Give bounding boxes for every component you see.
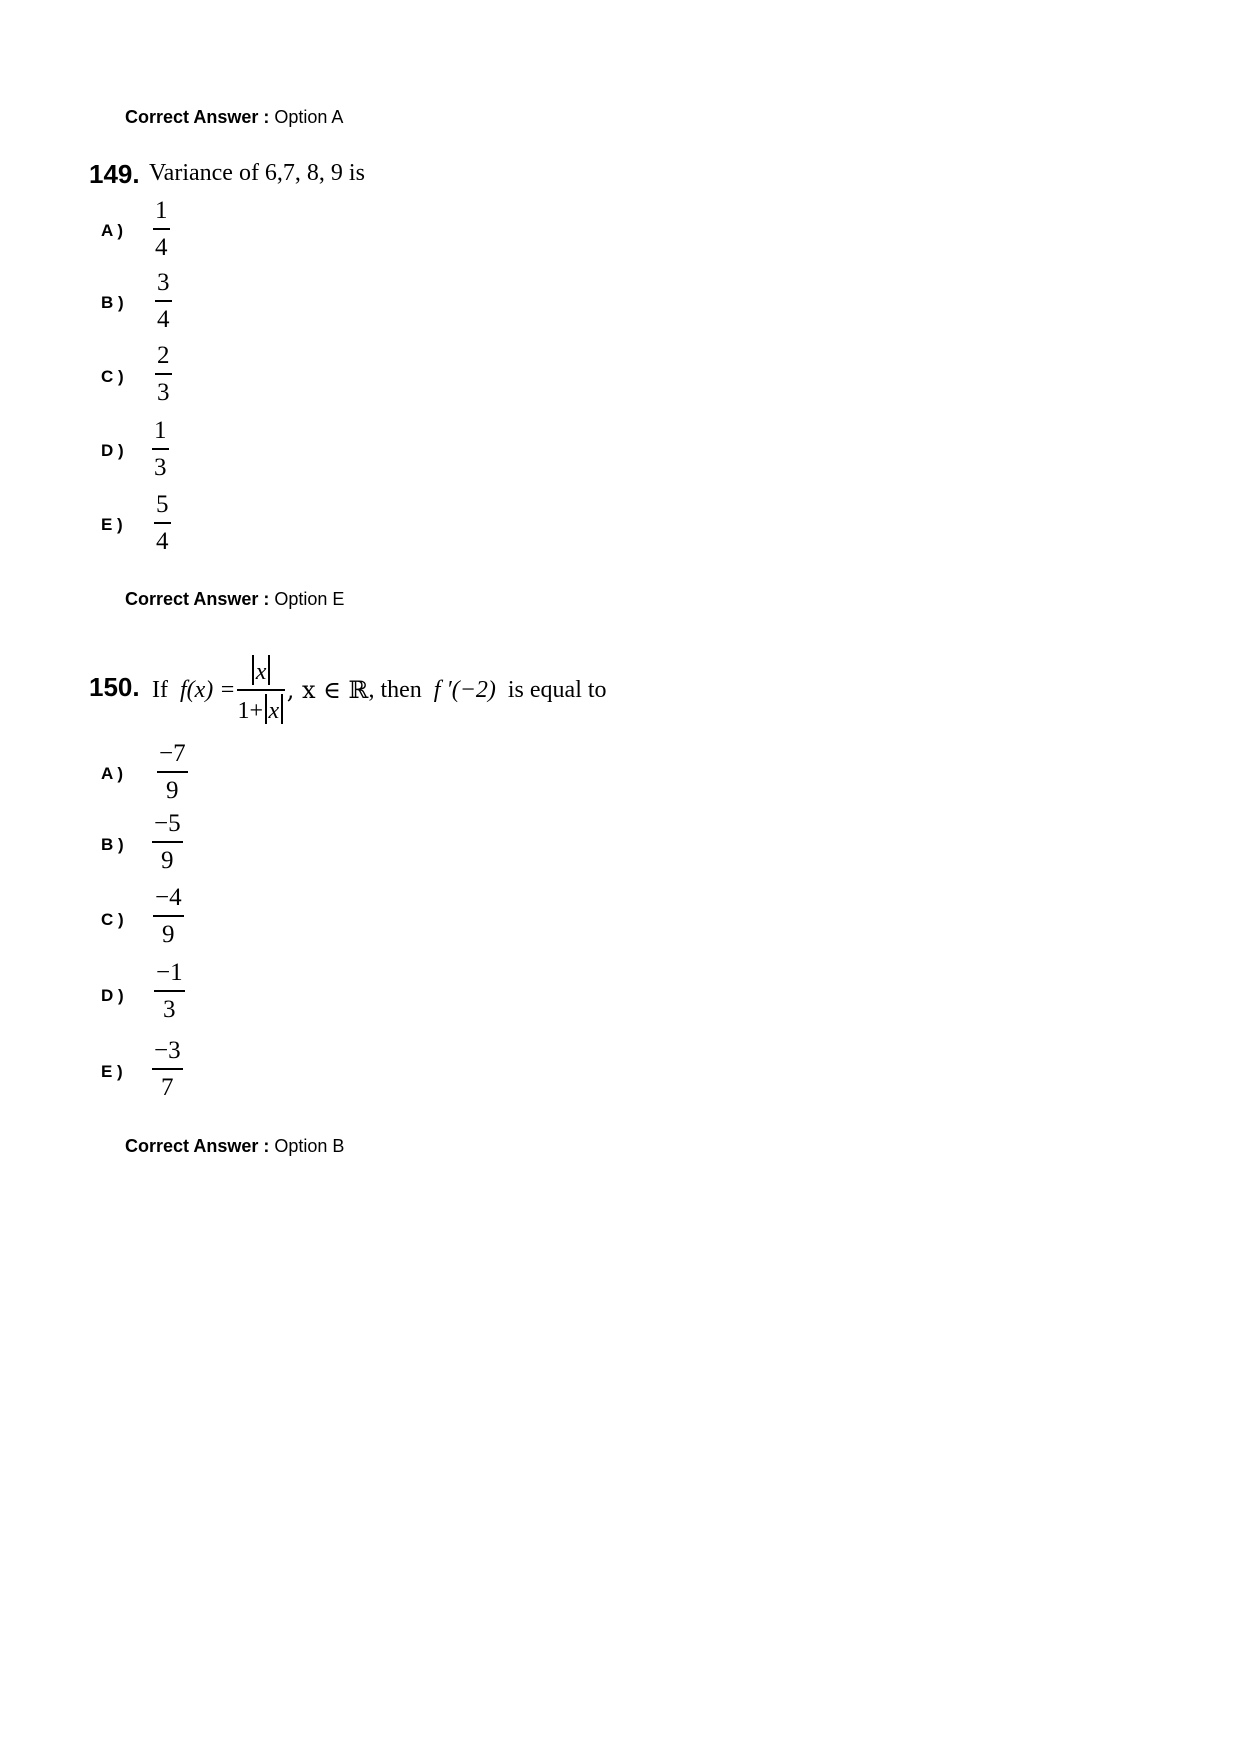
q149-option-e-label: E ) (101, 515, 123, 534)
numerator: 1 (154, 417, 167, 444)
denominator: 3 (163, 995, 176, 1023)
denominator: 4 (155, 233, 168, 261)
q150-option-b-label: B ) (101, 835, 124, 854)
numerator: −1 (156, 959, 183, 986)
question-number-150: 150. (89, 672, 140, 702)
question-text-149: Variance of 6,7, 8, 9 is (149, 160, 365, 186)
abs-bar-left (252, 655, 254, 685)
q149-option-d-label: D ) (101, 441, 124, 460)
correct-answer-149 (125, 589, 344, 610)
denominator (237, 691, 284, 725)
q150-option-c-fraction (153, 885, 184, 947)
denominator: 9 (161, 846, 174, 874)
denominator: 4 (156, 527, 169, 555)
variable-x: x (268, 697, 280, 724)
question-text-150 (152, 650, 607, 730)
denominator: 3 (157, 378, 170, 406)
q149-option-c-fraction (155, 343, 172, 405)
q150-option-c-label: C ) (101, 910, 124, 929)
abs-bar-left (265, 694, 267, 724)
q150-option-b-fraction (152, 811, 183, 873)
one-plus: 1+ (237, 697, 264, 724)
correct-answer-value: Option A (274, 107, 344, 127)
correct-answer-label: Correct Answer : (125, 589, 270, 609)
numerator: 1 (155, 197, 168, 224)
numerator: 5 (156, 491, 169, 518)
numerator: −4 (155, 884, 182, 911)
q150-option-e-label: E ) (101, 1062, 123, 1081)
q149-option-a-fraction (153, 198, 170, 260)
correct-answer-label: Correct Answer : (125, 1136, 270, 1156)
q149-option-b-label: B ) (101, 293, 124, 312)
q149-option-d-fraction (152, 418, 169, 480)
denominator: 4 (157, 305, 170, 333)
q150-option-a-fraction (157, 741, 188, 803)
denominator: 9 (166, 776, 179, 804)
correct-answer-value: Option B (274, 1136, 345, 1156)
numerator (250, 655, 272, 689)
numerator: −3 (154, 1037, 181, 1064)
derivative-text: f ′(−2) (433, 676, 496, 703)
question-number-149: 149. (89, 159, 140, 189)
variable-x: x (255, 659, 267, 686)
denominator: 7 (161, 1073, 174, 1101)
q149-option-e-fraction (154, 492, 171, 554)
q149-option-b-fraction (155, 270, 172, 332)
q149-option-a-label: A ) (101, 221, 124, 240)
absolute-value-fraction (237, 655, 284, 725)
numerator: 2 (157, 342, 170, 369)
domain-text: , x ∈ ℝ (286, 676, 369, 704)
q150-option-a-label: A ) (101, 764, 124, 783)
q150-option-e-fraction (152, 1038, 183, 1100)
numerator: 3 (157, 269, 170, 296)
q150-option-d-fraction (154, 960, 185, 1022)
q149-option-c-label: C ) (101, 367, 124, 386)
denominator: 3 (154, 453, 167, 481)
correct-answer-value: Option E (274, 589, 345, 609)
text-end: is equal to (507, 676, 607, 703)
correct-answer-150 (125, 1136, 344, 1157)
correct-answer-label: Correct Answer : (125, 107, 270, 127)
q150-option-d-label: D ) (101, 986, 124, 1005)
function-fx: f(x) = (179, 676, 236, 703)
numerator: −7 (159, 740, 186, 767)
text-then: , then (368, 676, 422, 703)
correct-answer-prev (125, 107, 343, 128)
abs-bar-right (268, 655, 270, 685)
numerator: −5 (154, 810, 181, 837)
abs-bar-right (281, 694, 283, 724)
denominator: 9 (162, 920, 175, 948)
text-if: If (152, 676, 168, 703)
